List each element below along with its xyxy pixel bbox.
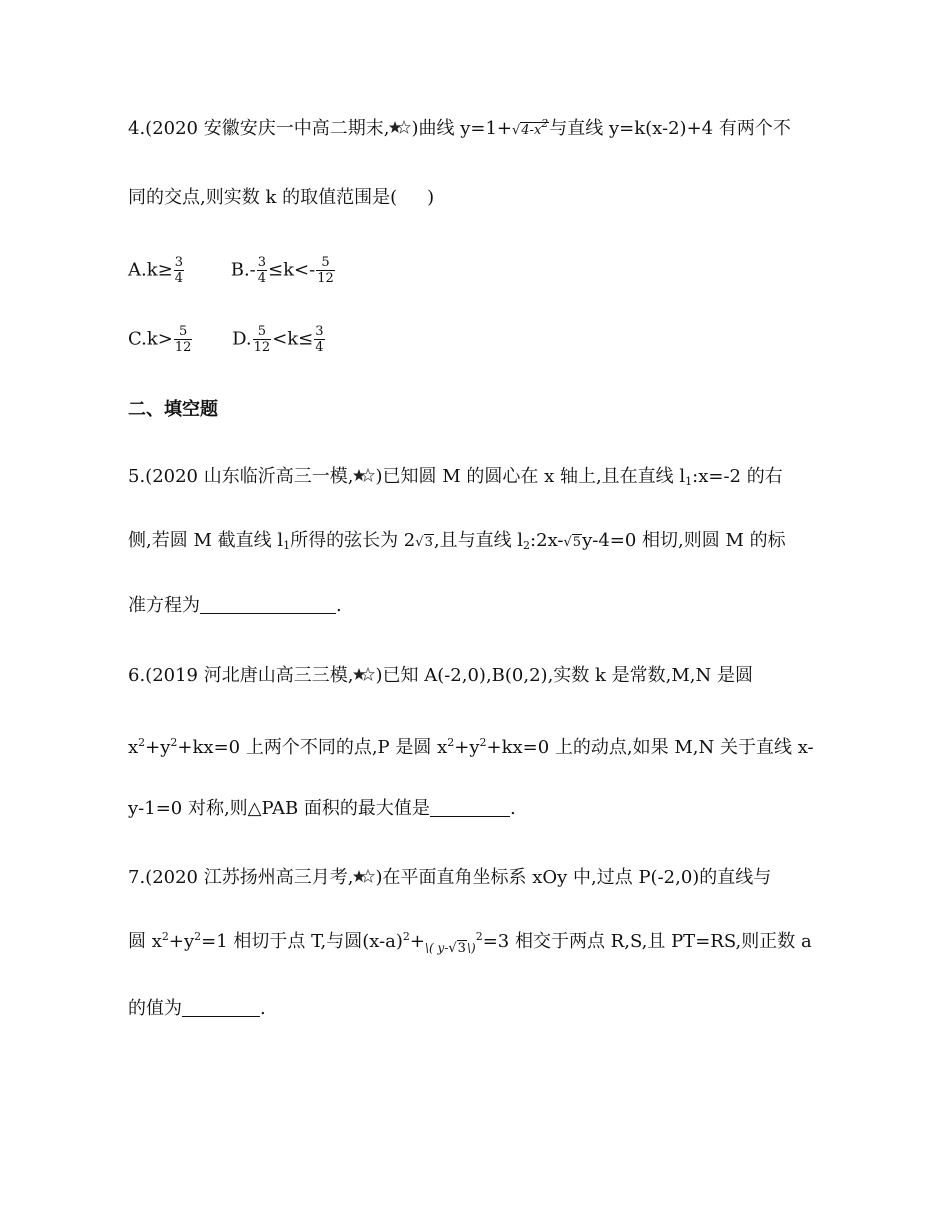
- q6-line3: y-1=0 对称,则△PAB 面积的最大值是 .: [128, 798, 516, 819]
- fraction: $\frac{5}{12}$: [253, 324, 271, 355]
- difficulty-stars-icon: [353, 468, 375, 484]
- difficulty-stars-icon: [353, 667, 375, 683]
- sqrt-expression: √3: [448, 941, 466, 956]
- answer-blank[interactable]: [200, 595, 336, 614]
- q7-line3: 的值为 .: [128, 998, 266, 1019]
- difficulty-stars-icon: [389, 120, 411, 136]
- answer-blank[interactable]: [182, 998, 260, 1017]
- sqrt-expression: $√4-x^2$: [511, 117, 549, 138]
- broken-paren-expression: \( y-√3\): [425, 941, 476, 955]
- difficulty-stars-icon: [353, 869, 375, 885]
- option-a: A.k≥ $\frac{3}{4}$: [128, 255, 183, 286]
- option-b: B.- $\frac{3}{4}$ ≤k<- $\frac{5}{12}$: [230, 255, 334, 286]
- fraction: $\frac{3}{4}$: [174, 255, 183, 286]
- fraction: $\frac{3}{4}$: [315, 324, 324, 355]
- q5-line2: 侧,若圆 M 截直线 $l_1$所得的弦长为 2√3,且与直线 $l_2:2x-√5y-4=0$ 相切,则圆 M 的标: [128, 529, 786, 558]
- q4-options-ab: [128, 255, 336, 286]
- q7-line2: 圆 $x^2+y^2=1$ 相切于点 T,与圆$(x-a)^2+_{\backslash( y-√3\backslash)}^2=3$ 相交于两点 R,S,且 PT=RS,则正数 a: [128, 925, 812, 961]
- q5-line1: 5.(2020 山东临沂高三一模, )已知圆 M 的圆心在 x 轴上,且在直线 $l_1:x=-2$ 的右: [128, 466, 783, 488]
- sqrt-expression: √3: [415, 535, 433, 550]
- fraction: $\frac{5}{12}$: [317, 255, 334, 286]
- q5-line3: 准方程为 .: [128, 595, 342, 616]
- q4-line1: 4.(2020 安徽安庆一中高二期末, )曲线 $y=1+√4-x^2$与直线 y=k(x-2)+4 有两个不: [128, 112, 791, 143]
- q7-line1: 7.(2020 江苏扬州高三月考, )在平面直角坐标系 xOy 中,过点 P(-2,0)的直线与: [128, 867, 772, 888]
- sqrt-expression: √5: [563, 535, 582, 550]
- section-heading: 二、填空题: [128, 399, 218, 420]
- fraction: $\frac{5}{12}$: [174, 324, 192, 355]
- q6-line1: 6.(2019 河北唐山高三三模, )已知 A(-2,0),B(0,2),实数 k 是常数,M,N 是圆: [128, 665, 753, 686]
- fraction: $\frac{3}{4}$: [257, 255, 267, 286]
- answer-blank[interactable]: [430, 798, 510, 817]
- option-c: C.k> $\frac{5}{12}$: [128, 324, 192, 355]
- q6-line2: $x^2+y^2+kx=0$ 上两个不同的点,P 是圆 $x^2+y^2+kx=0$ 上的动点,如果 M,N 关于直线 x-: [128, 736, 814, 758]
- q4-line2: 同的交点,则实数 k 的取值范围是( ): [128, 187, 435, 208]
- q4-options-cd: [128, 324, 326, 355]
- option-d: D. $\frac{5}{12}$ <k≤ $\frac{3}{4}$: [232, 324, 324, 355]
